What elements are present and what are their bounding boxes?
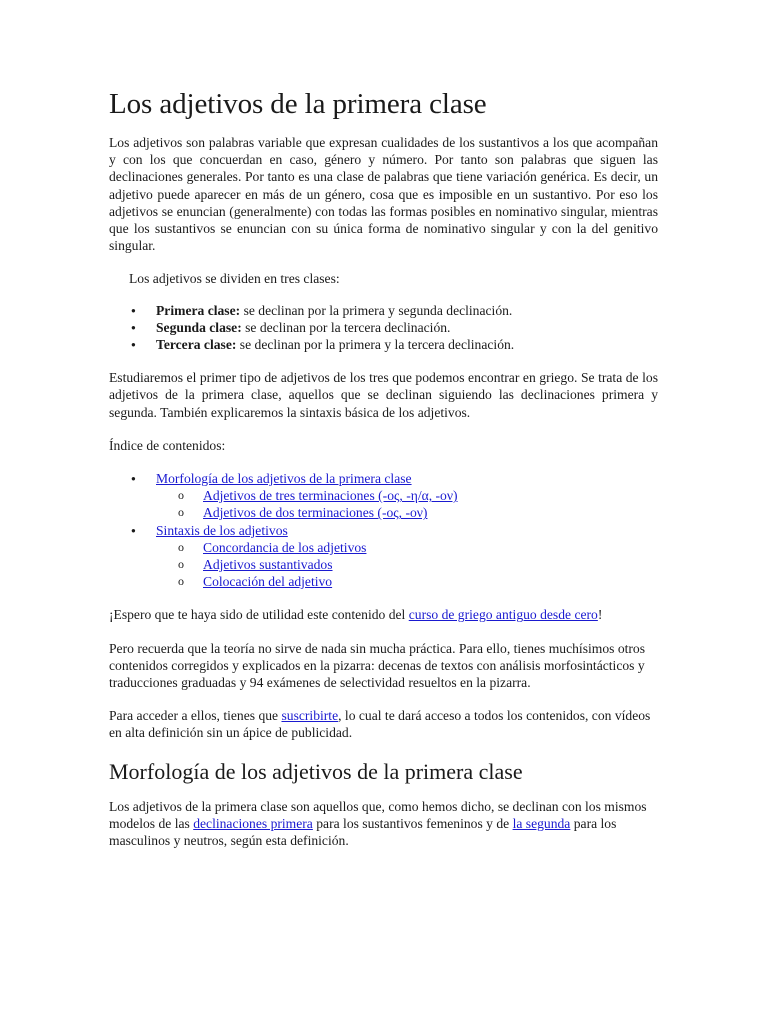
section-paragraph: Los adjetivos de la primera clase son aquellos que, como hemos dicho, se declinan con los mismos modelos de las declinaciones primera para los sustantivos femeninos y de la segunda para los masculinos y neutros, según esta definición. (109, 798, 647, 849)
classes-intro: Los adjetivos se dividen en tres clases: (129, 271, 340, 287)
class-term: Segunda clase: (156, 319, 242, 335)
toc-link-colocacion[interactable]: Colocación del adjetivo (203, 574, 333, 590)
toc-link-sintaxis[interactable]: Sintaxis de los adjetivos (156, 522, 288, 538)
document-page (109, 86, 658, 865)
intro-paragraph: Los adjetivos son palabras variable que expresan cualidades de los sustantivos a los que acompañan y con los que concuerdan en caso, género y número. Por tanto son palabras que siguen las declinaciones generales. Por tanto es una clase de palabras que tiene variación genérica. Es decir, un adjetivo puede aparecer en más de un género, cosa que es imposible en un sustantivo. Por eso los adjetivos se enuncian (generalmente) con todas las formas posibles en nominativo singular, mientras que los sustantivos se enuncian con su única forma de nominativo singular y con la del genitivo singular. (109, 135, 658, 254)
toc-subitem (156, 487, 658, 504)
toc-subitem (156, 556, 658, 573)
toc-link-tres-terminaciones[interactable]: Adjetivos de tres terminaciones (-ος, -η/α, -ον) (203, 488, 458, 504)
toc-sublist (156, 487, 658, 521)
class-term: Primera clase: (156, 302, 241, 318)
toc-link-morfologia[interactable]: Morfología de los adjetivos de la primera clase (156, 471, 412, 487)
table-of-contents (109, 470, 658, 590)
section-title: Morfología de los adjetivos de la primera clase (109, 758, 523, 784)
class-term: Tercera clase: (156, 337, 237, 353)
toc-item (109, 522, 658, 591)
toc-item (109, 470, 658, 522)
toc-subitem (156, 573, 658, 590)
toc-sublist (156, 539, 658, 591)
class-desc: se declinan por la primera y la tercera declinación. (236, 337, 515, 353)
access-paragraph: Para acceder a ellos, tienes que suscribirte, lo cual te dará acceso a todos los contenidos, con vídeos en alta definición sin un ápice de publicidad. (109, 708, 651, 741)
toc-link-dos-terminaciones[interactable]: Adjetivos de dos terminaciones (-ος, -ον) (203, 505, 428, 521)
hope-paragraph: ¡Espero que te haya sido de utilidad este contenido del curso de griego antiguo desde cero! (109, 607, 603, 623)
index-label: Índice de contenidos: (109, 437, 226, 453)
list-item (109, 302, 658, 319)
classes-list (109, 302, 658, 354)
course-link[interactable]: curso de griego antiguo desde cero (408, 607, 598, 623)
first-declension-link[interactable]: declinaciones primera (193, 815, 313, 831)
second-declension-link[interactable]: la segunda (512, 815, 571, 831)
list-item (109, 319, 658, 336)
toc-subitem (156, 504, 658, 521)
study-paragraph: Estudiaremos el primer tipo de adjetivos de los tres que podemos encontrar en griego. Se trata de los adjetivos de la primera clase, aquellos que se declinan siguiendo las declinaciones primera y segunda. También explicaremos la sintaxis básica de los adjetivos. (109, 370, 658, 420)
class-desc: se declinan por la primera y segunda declinación. (240, 302, 513, 318)
toc-link-sustantivados[interactable]: Adjetivos sustantivados (203, 557, 333, 573)
toc-link-concordancia[interactable]: Concordancia de los adjetivos (203, 539, 367, 555)
class-desc: se declinan por la tercera declinación. (241, 319, 451, 335)
subscribe-link[interactable]: suscribirte (281, 708, 339, 724)
practice-paragraph: Pero recuerda que la teoría no sirve de nada sin mucha práctica. Para ello, tienes muchísimos otros contenidos corregidos y explicados en la pizarra: decenas de textos con análisis morfosintácticos y traducciones graduadas y 94 exámenes de selectividad resueltos en la pizarra. (109, 640, 646, 691)
toc-subitem (156, 539, 658, 556)
page-title: Los adjetivos de la primera clase (109, 88, 487, 120)
list-item (109, 336, 658, 353)
